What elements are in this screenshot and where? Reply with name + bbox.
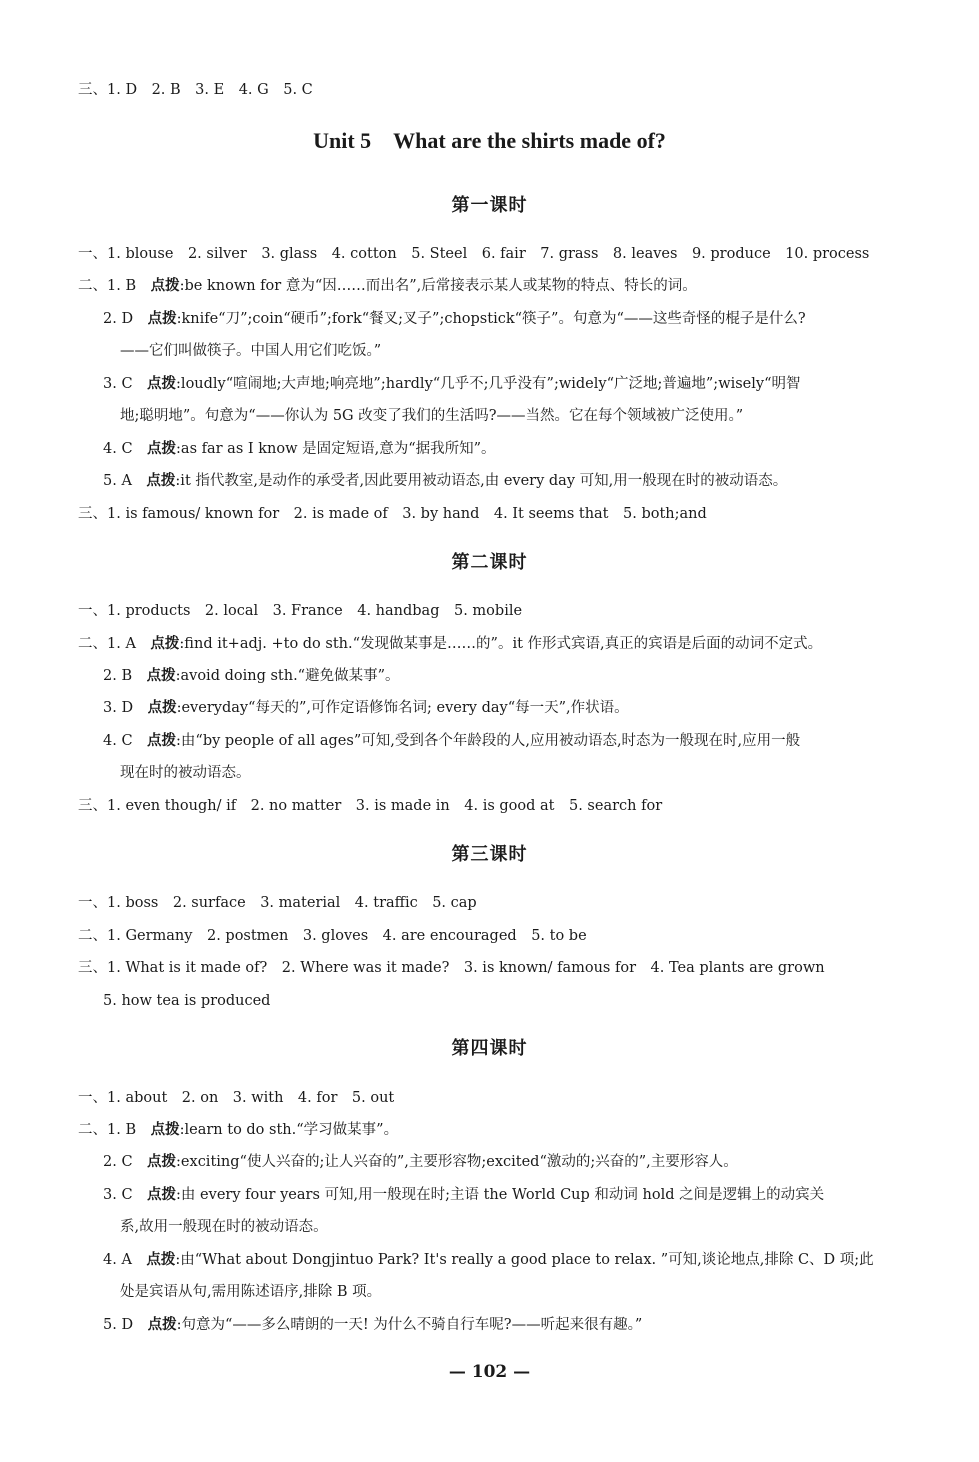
hint-keyword: 点拨	[147, 1316, 177, 1333]
item-number: 3. C	[103, 1187, 148, 1203]
hint-text: :everyday“每天的”,可作定语修饰名词; every day“每一天”,作状语。	[176, 700, 629, 716]
answer-line	[103, 731, 923, 751]
answer-line-continued: 地;聪明地”。句意为“——你认为 5G 改变了我们的生活吗?——当然。它在每个领域被广泛使用。”	[120, 408, 744, 424]
answer-line	[103, 471, 923, 491]
hint-keyword: 点拨	[150, 1121, 180, 1138]
answer-line	[103, 698, 923, 718]
page-number: — 102 —	[448, 1362, 531, 1382]
section-title-3: 第三课时	[451, 844, 528, 865]
answer-line: 二、1. Germany 2. postmen 3. gloves 4. are encouraged 5. to be	[78, 928, 587, 944]
hint-text: :loudly“喧闹地;大声地;响亮地”;hardly“几乎不;几乎没有”;widely“广泛地;普遍地”;wisely“明智	[176, 376, 801, 392]
item-number: 二、1. B	[78, 1122, 151, 1138]
hint-keyword: 点拨	[147, 699, 177, 716]
hint-keyword: 点拨	[147, 1153, 177, 1170]
hint-keyword: 点拨	[147, 440, 177, 457]
answer-line	[103, 1152, 923, 1172]
hint-keyword: 点拨	[147, 310, 177, 327]
answer-line	[78, 634, 898, 654]
item-number: 2. C	[103, 1154, 148, 1170]
hint-keyword: 点拨	[147, 375, 177, 392]
answer-line	[103, 374, 923, 394]
hint-keyword: 点拨	[147, 1186, 177, 1203]
answer-line	[78, 276, 898, 296]
section-title-4: 第四课时	[451, 1038, 528, 1059]
hint-keyword: 点拨	[146, 1251, 176, 1268]
hint-text: :as far as I know 是固定短语,意为“据我所知”。	[176, 441, 496, 457]
unit-title: Unit 5 What are the shirts made of?	[313, 128, 666, 153]
hint-text: :find it+adj. +to do sth.“发现做某事是……的”。it 作形式宾语,真正的宾语是后面的动词不定式。	[179, 636, 823, 652]
hint-text: :exciting“使人兴奋的;让人兴奋的”,主要形容物;excited“激动的;兴奋的”,主要形容人。	[176, 1154, 738, 1170]
hint-text: :由“What about Dongjintuo Park? It's really a good place to relax. ”可知,谈论地点,排除 C、D 项;此	[175, 1252, 874, 1268]
answer-line	[103, 1185, 923, 1205]
answer-line: 一、1. about 2. on 3. with 4. for 5. out	[78, 1090, 395, 1106]
answer-line-continued: 系,故用一般现在时的被动语态。	[120, 1219, 328, 1235]
answer-line: 三、1. is famous/ known for 2. is made of 3. by hand 4. It seems that 5. both;and	[78, 506, 707, 522]
answer-line-continued: 5. how tea is produced	[103, 993, 271, 1009]
answer-line: 一、1. products 2. local 3. France 4. handbag 5. mobile	[78, 603, 523, 619]
answer-line	[103, 666, 923, 686]
hint-text: :句意为“——多么晴朗的一天! 为什么不骑自行车呢?——听起来很有趣。”	[176, 1317, 643, 1333]
answer-line-continued: ——它们叫做筷子。中国人用它们吃饭。”	[120, 343, 382, 359]
answer-line: 三、1. even though/ if 2. no matter 3. is made in 4. is good at 5. search for	[78, 798, 663, 814]
section-title-1: 第一课时	[451, 195, 528, 216]
header-answer-line: 三、1. D 2. B 3. E 4. G 5. C	[78, 82, 313, 98]
answer-line	[103, 439, 923, 459]
item-number: 4. C	[103, 733, 148, 749]
hint-keyword: 点拨	[146, 472, 176, 489]
item-number: 2. D	[103, 311, 148, 327]
item-number: 二、1. A	[78, 636, 151, 652]
item-number: 3. D	[103, 700, 148, 716]
hint-keyword: 点拨	[150, 635, 180, 652]
answer-line	[103, 1250, 923, 1270]
hint-text: :avoid doing sth.“避免做某事”。	[175, 668, 400, 684]
hint-text: :knife“刀”;coin“硬币”;fork“餐叉;叉子”;chopstick“筷子”。句意为“——这些奇怪的棍子是什么?	[176, 311, 806, 327]
hint-keyword: 点拨	[150, 277, 180, 294]
answer-line: 一、1. boss 2. surface 3. material 4. traffic 5. cap	[78, 895, 477, 911]
item-number: 4. A	[103, 1252, 147, 1268]
answer-line	[103, 309, 923, 329]
hint-keyword: 点拨	[147, 732, 177, 749]
section-title-2: 第二课时	[451, 552, 528, 573]
hint-text: :be known for 意为“因……而出名”,后常接表示某人或某物的特点、特长的词。	[179, 278, 697, 294]
item-number: 3. C	[103, 376, 148, 392]
item-number: 5. A	[103, 473, 147, 489]
item-number: 二、1. B	[78, 278, 151, 294]
answer-line	[78, 1120, 898, 1140]
item-number: 2. B	[103, 668, 147, 684]
hint-text: :由“by people of all ages”可知,受到各个年龄段的人,应用被动语态,时态为一般现在时,应用一般	[176, 733, 801, 749]
answer-line-continued: 处是宾语从句,需用陈述语序,排除 B 项。	[120, 1284, 382, 1300]
answer-line: 一、1. blouse 2. silver 3. glass 4. cotton 5. Steel 6. fair 7. grass 8. leaves 9. produce 10. process	[78, 246, 870, 262]
answer-line: 三、1. What is it made of? 2. Where was it made? 3. is known/ famous for 4. Tea plants are grown	[78, 960, 825, 976]
answer-line-continued: 现在时的被动语态。	[120, 765, 251, 781]
hint-text: :由 every four years 可知,用一般现在时;主语 the World Cup 和动词 hold 之间是逻辑上的动宾关	[176, 1187, 825, 1203]
answer-line	[103, 1315, 923, 1335]
item-number: 4. C	[103, 441, 148, 457]
hint-keyword: 点拨	[146, 667, 176, 684]
hint-text: :it 指代教室,是动作的承受者,因此要用被动语态,由 every day 可知,用一般现在时的被动语态。	[175, 473, 788, 489]
item-number: 5. D	[103, 1317, 148, 1333]
hint-text: :learn to do sth.“学习做某事”。	[179, 1122, 399, 1138]
